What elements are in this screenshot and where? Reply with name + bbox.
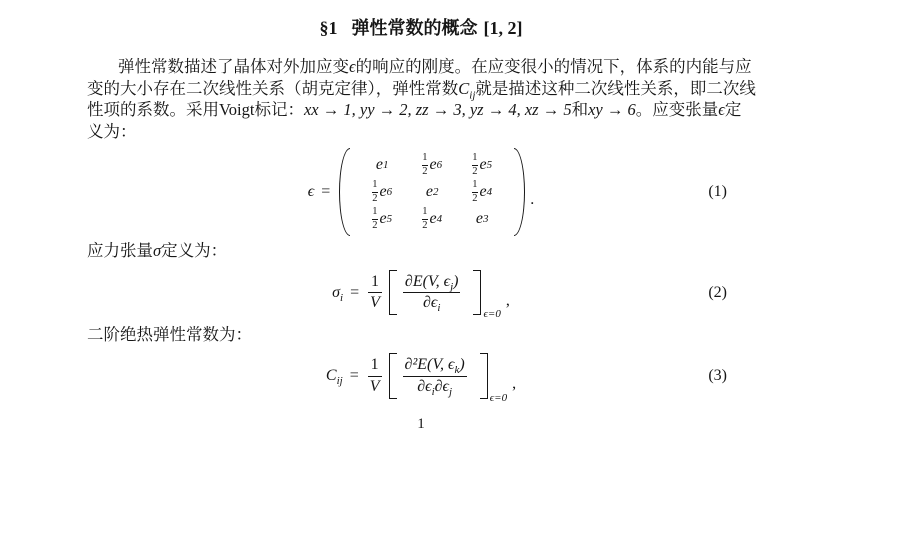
one-half-fraction [422,153,427,177]
math-sub: i [437,302,441,315]
math-sub: ij [336,375,343,388]
matrix-cells [350,148,514,236]
section-number: §1 [319,18,338,38]
frac-den: 2 [422,165,428,177]
matrix-cell: $\frac{1}{2}$ e 5 [372,206,393,231]
frac-num: 1 [422,152,428,163]
frac-den: 2 [372,219,378,231]
text-run: 定 [724,100,742,119]
frac-num [403,273,461,291]
text-run: 和 [571,100,589,119]
text-run: 定义为： [161,241,228,260]
math-epsilon: ϵ [349,57,356,76]
math-sub: k [454,364,460,377]
equation-2 [87,269,755,321]
frac-den: 2 [472,165,478,177]
text-run: 义为： [87,121,137,141]
stress-lead-text [87,240,755,262]
partial-derivative-fraction [403,273,461,313]
frac-num: 1 [422,206,428,217]
left-square-bracket [389,353,397,399]
equals-sign: = [349,367,359,384]
section-title-text: 弹性常数的概念 [351,18,478,38]
section-title [87,14,755,40]
matrix-cell: $\frac{1}{2}$ e 5 [472,152,493,177]
equation-3-lhs [325,367,343,388]
one-over-V-fraction [368,273,382,313]
frac-den: 2 [422,219,428,231]
one-half-fraction [372,207,377,231]
fraction-bar [403,292,461,293]
math-run: ) [459,356,465,374]
frac-num: 1 [472,179,478,190]
equation-comma: , [512,375,517,392]
one-half-fraction [472,153,477,177]
intro-paragraph [87,56,755,142]
matrix-cell: $\frac{1}{2}$ e 4 [422,206,443,231]
matrix-row [357,207,507,231]
math-run: ∂ϵ [422,294,438,311]
matrix-cell: e 1 [375,156,389,173]
math-e: e [479,183,487,200]
frac-den: 2 [472,192,478,204]
bracket-group [389,353,508,404]
evaluation-condition: ϵ=0 [483,308,501,321]
text-run: 的响应的刚度。在应变很小的情况下，体系的内能与应 [355,57,752,76]
text-run: 。应变张量 [635,100,719,119]
equation-2-body [332,270,510,321]
matrix-right-paren [514,148,525,236]
math-e: e [429,156,437,173]
math-epsilon: ϵ [307,183,315,200]
frac-num: 1 [372,206,378,217]
math-sigma: σ [332,283,341,301]
frac-den: V [369,377,380,395]
math-sub: j [448,385,453,398]
frac-den: V [370,294,380,311]
text-run: 应力张量 [87,241,153,260]
math-sigma: σ [153,241,162,260]
math-voigt-mapping: xx → 1, yy → 2, zz → 3, yz → 4, xz → 5 [303,100,572,119]
math-e: e [475,210,484,227]
frac-num: 1 [371,272,380,290]
math-e: e [429,210,437,227]
equation-1-body [308,148,534,236]
bracket-group [389,270,501,321]
equation-2-lhs [332,284,343,302]
math-epsilon: ϵ [718,100,725,119]
equation-2-number: (2) [708,283,727,301]
elastic-constant-lead-text [87,324,755,346]
math-e: e [375,156,384,173]
equation-3-number: (3) [708,367,727,384]
matrix-cell: e 2 [425,183,439,200]
bracket-inner [397,353,480,399]
math-e: e [479,156,487,173]
matrix-row [357,180,507,204]
matrix-row [357,153,507,177]
math-sub: i [431,385,435,398]
frac-den: 2 [372,192,378,204]
frac-num: 1 [372,179,378,190]
one-half-fraction [472,180,477,204]
math-e: e [379,210,387,227]
paragraph-line-2 [87,78,755,100]
equation-3 [87,350,755,402]
math-e: e [425,183,434,200]
text-run: 弹性常数描述了晶体对外加应变 [118,57,349,76]
paragraph-line-3 [87,99,755,121]
matrix-cell: $\frac{1}{2}$ e 4 [472,179,493,204]
paragraph-line-1 [87,56,755,78]
strain-matrix [339,148,525,236]
math-run: ) [453,272,459,290]
right-square-bracket [473,270,481,316]
equals-sign: = [321,183,331,200]
math-run: ∂ϵ [434,377,449,395]
equation-1 [87,153,755,231]
math-e: e [379,183,387,200]
math-run: ∂E(V, ϵ [404,272,451,290]
text-run: 变的大小存在二次线性关系（胡克定律），弹性常数 [87,78,459,98]
equation-1-number: (1) [708,183,727,200]
math-voigt-mapping: xy → 6 [588,100,636,119]
matrix-cell: $\frac{1}{2}$ e 6 [372,179,393,204]
second-partial-derivative-fraction [403,356,467,396]
matrix-left-paren [339,148,350,236]
math-C: C [325,367,337,384]
equation-3-body [325,353,517,404]
math-C: C [458,78,470,98]
frac-den [415,378,454,396]
one-half-fraction [422,207,427,231]
equation-period: . [530,191,535,208]
text-run: 就是描述这种二次线性关系，即二次线 [475,78,756,98]
text-run: 二阶绝热弹性常数为： [87,324,252,344]
math-sub: i [340,291,344,304]
left-square-bracket [389,270,397,316]
right-square-bracket [480,353,488,399]
one-half-fraction [372,180,377,204]
one-over-V-fraction [368,356,382,396]
math-C-subscript: ij [469,88,476,101]
frac-den [421,294,442,315]
frac-num: 1 [472,152,478,163]
matrix-cell: $\frac{1}{2}$ e 6 [422,152,443,177]
citation-refs: [1, 2] [483,18,523,38]
math-sub: j [450,280,454,293]
fraction-bar [368,376,382,377]
paragraph-line-4 [87,121,755,143]
text-run: 性项的系数。采用Voigt标记： [87,100,304,119]
math-run: ∂²E(V, ϵ [404,356,455,374]
frac-num [403,356,467,377]
fraction-bar [403,376,467,377]
frac-num: 1 [370,356,379,374]
bracket-inner [397,270,474,316]
math-run: ∂ϵ [417,377,432,395]
equation-comma: , [505,291,510,309]
matrix-cell: e 3 [475,210,489,227]
equals-sign: = [350,283,360,301]
evaluation-condition: ϵ=0 [489,391,508,404]
fraction-bar [368,292,382,293]
page-number: 1 [417,416,425,432]
